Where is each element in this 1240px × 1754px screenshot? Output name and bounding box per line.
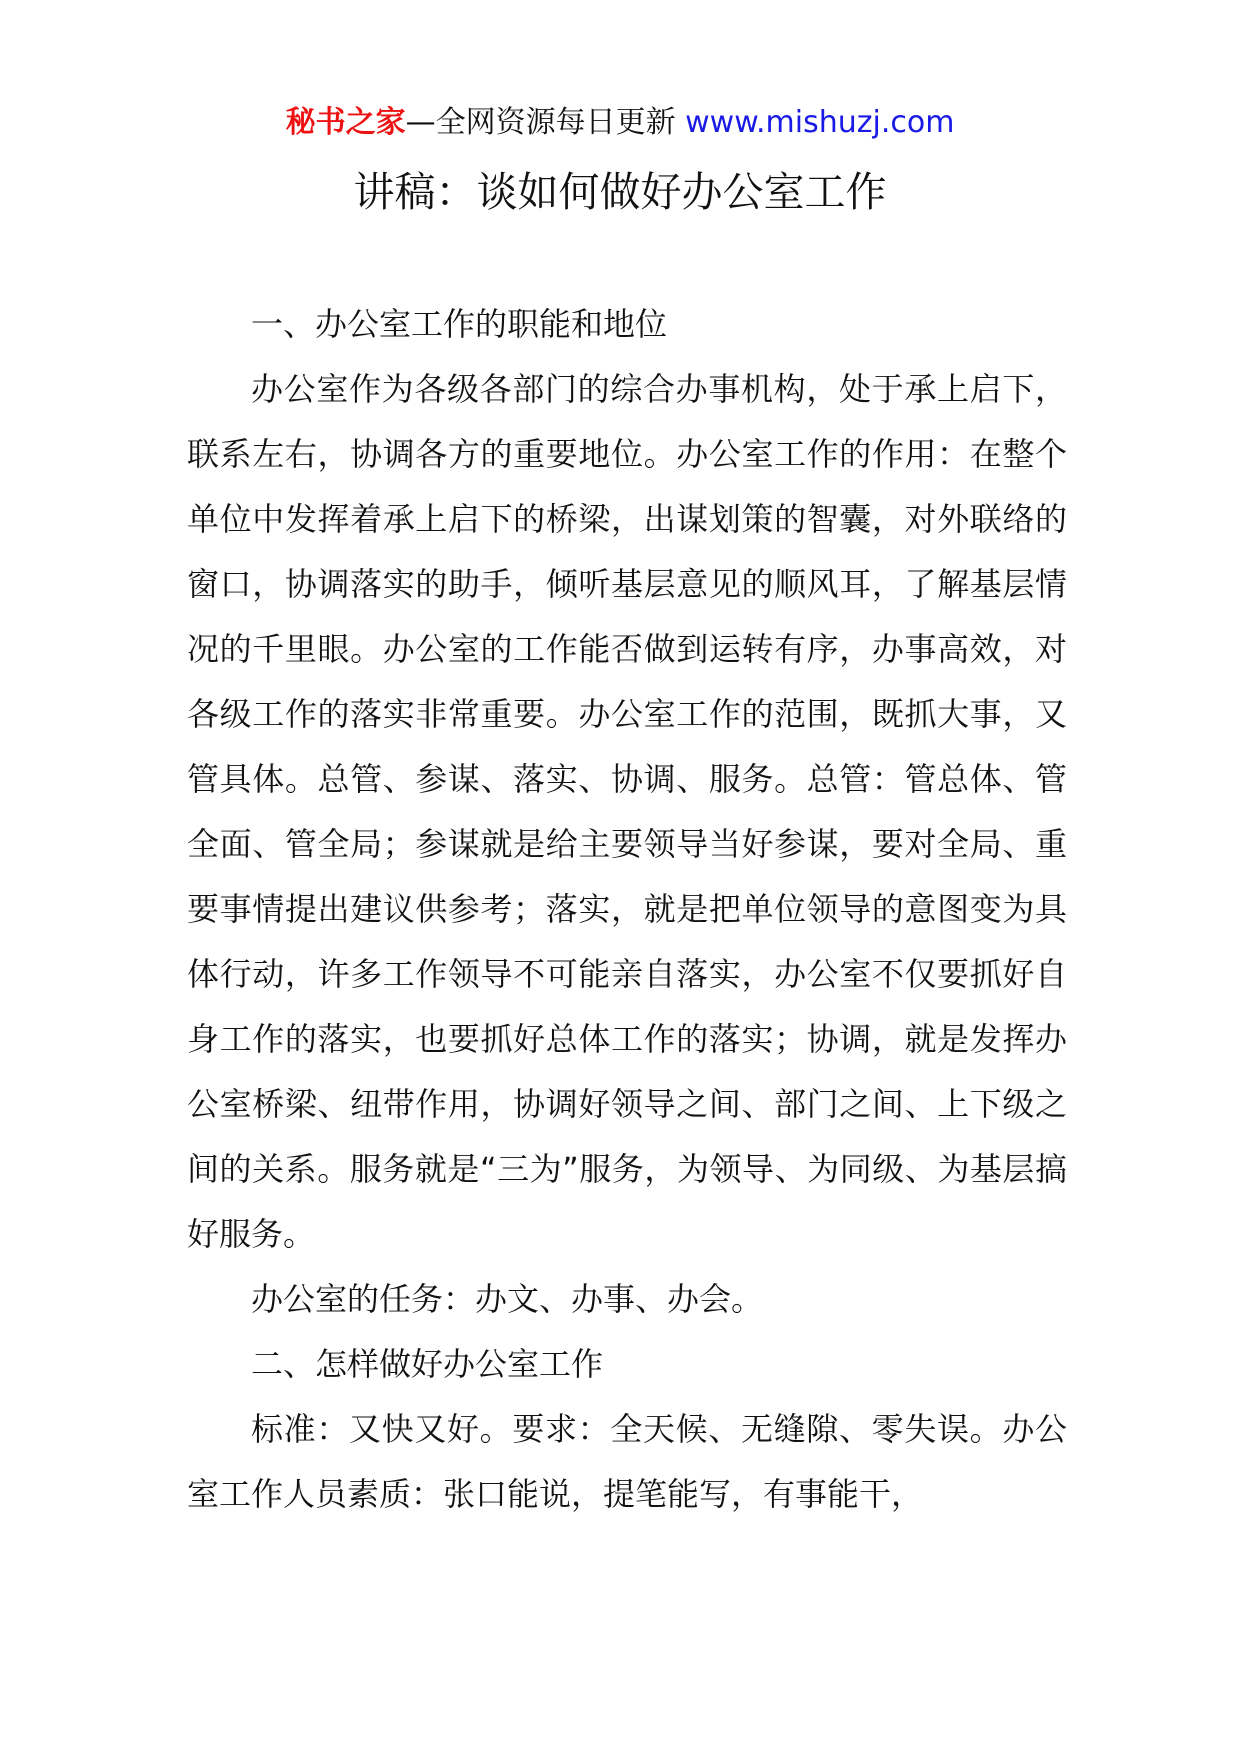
site-brand: 秘书之家 <box>285 105 406 140</box>
paragraph-tasks: 办公室的任务：办文、办事、办会。 <box>251 1280 764 1318</box>
site-url-link[interactable]: www.mishuzj.com <box>685 105 955 140</box>
site-slogan: —全网资源每日更新 <box>405 105 686 140</box>
site-header <box>0 98 1240 148</box>
document-title: 讲稿：谈如何做好办公室工作 <box>353 168 887 216</box>
paragraph-functions: 办公室作为各级各部门的综合办事机构，处于承上启下，联系左右，协调各方的重要地位。办公室工作的作用：在整个单位中发挥着承上启下的桥梁，出谋划策的智囊，对外联络的窗口，协调落实的助手，倾听基层意见的顺风耳，了解基层情况的千里眼。办公室的工作能否做到运转有序，办事高效，对各级工作的落实非常重要。办公室工作的范围，既抓大事，又管具体。总管、参谋、落实、协调、服务。总管：管总体、管全面、管全局；参谋就是给主要领导当好参谋，要对全局、重要事情提出建议供参考；落实，就是把单位领导的意图变为具体行动，许多工作领导不可能亲自落实，办公室不仅要抓好自身工作的落实，也要抓好总体工作的落实；协调，就是发挥办公室桥梁、纽带作用，协调好领导之间、部门之间、上下级之间的关系。服务就是“三为”服务，为领导、为同级、为基层搞好服务。 <box>187 370 1067 1253</box>
paragraph-standards: 标准：又快又好。要求：全天候、无缝隙、零失误。办公室工作人员素质：张口能说，提笔能写，有事能干， <box>187 1410 1067 1513</box>
section-heading-2: 二、怎样做好办公室工作 <box>251 1345 604 1383</box>
section-heading-1: 一、办公室工作的职能和地位 <box>251 305 668 343</box>
document-body <box>187 292 1067 1527</box>
